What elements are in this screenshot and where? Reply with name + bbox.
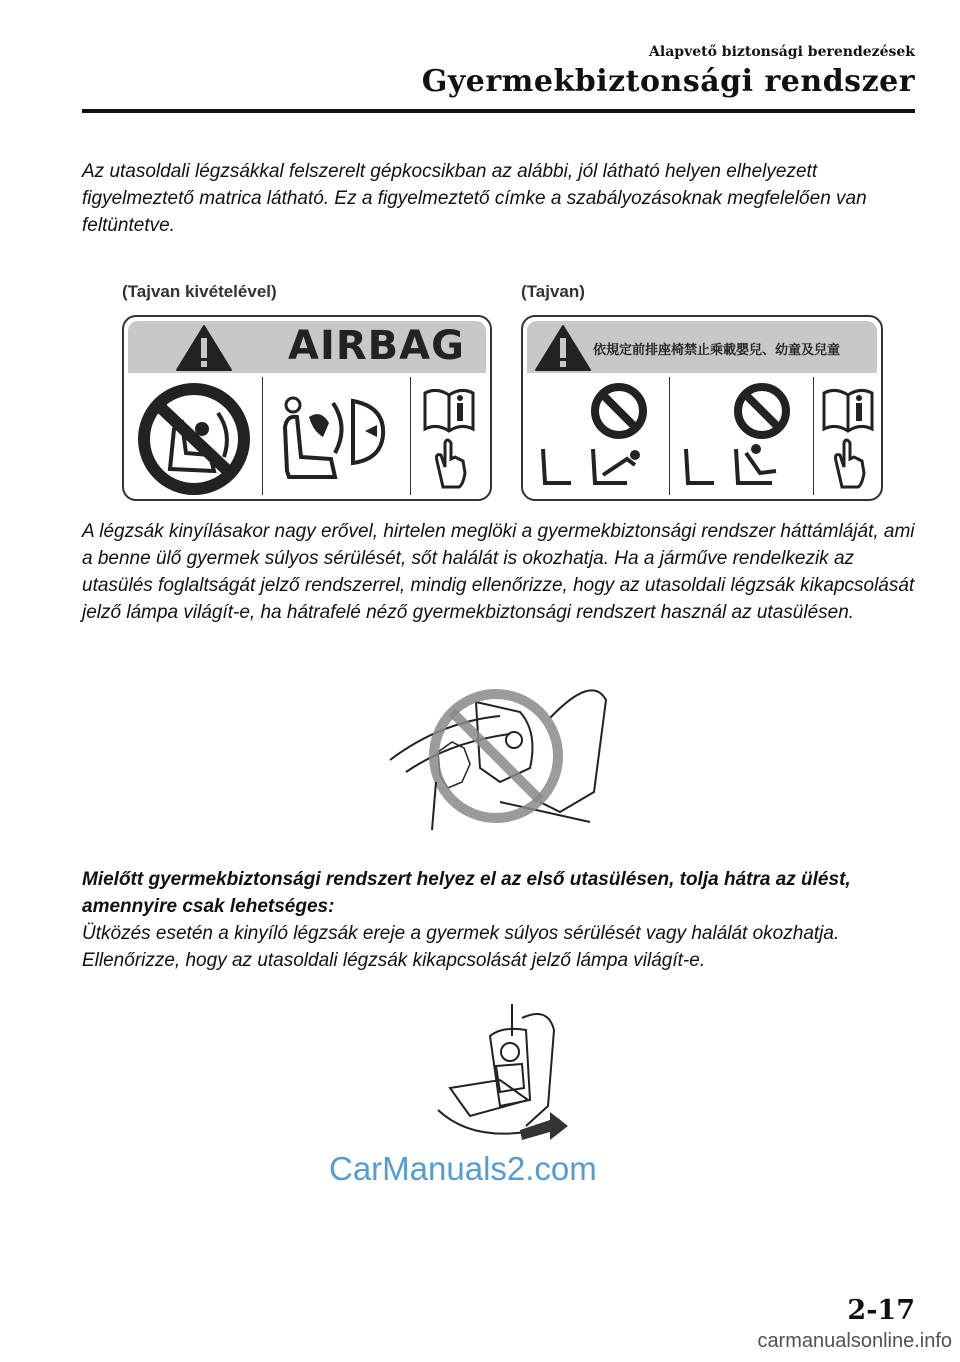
header-divider xyxy=(82,109,915,113)
airbag-band-text: AIRBAG xyxy=(288,323,465,369)
warning-paragraph: A légzsák kinyílásakor nagy erővel, hirtelen meglöki a gyermekbiztonsági rendszer háttámláját, ami a benne ülő gyermek súlyos sérülését, sőt halálát is okozhatja. Ha a járműve rendelkezik az utasülés foglaltságát jelző rendszerrel, mindig ellenőrizze, hogy az utasoldali légzsák kikapcsolását jelző lámpa világít-e, ha hátrafelé néző gyermekbiztonsági rendszert használ az utasülésen. xyxy=(82,521,915,623)
seat-pushed-back-illustration xyxy=(430,1000,580,1150)
label-header-band-taiwan xyxy=(527,321,877,373)
manual-book-icon xyxy=(421,383,477,493)
taiwan-warning-label xyxy=(521,315,883,501)
airbag-warning-label xyxy=(122,315,492,501)
footer-watermark: carmanualsonline.info xyxy=(757,1330,952,1352)
warning-triangle-icon xyxy=(533,323,593,373)
taiwan-band-text: 依規定前排座椅禁止乘載嬰兒、幼童及兒童 xyxy=(593,343,841,358)
warning-triangle-icon xyxy=(174,323,234,373)
instruction-heading: Mielőtt gyermekbiztonsági rendszert helyez el az első utasülésen, tolja hátra az ülést, amennyire csak lehetséges: xyxy=(82,869,851,917)
label-cell-prohibited xyxy=(124,377,262,495)
label-cell-airbag-deploy xyxy=(262,377,411,495)
label-cell-manual-taiwan xyxy=(813,377,880,495)
label-cell-prohibited-rear xyxy=(523,377,669,495)
label-cell-manual xyxy=(410,377,489,495)
prohibition-icon xyxy=(531,383,661,495)
airbag-rear-facing-illustration xyxy=(380,672,630,834)
page-number: 2-17 xyxy=(847,1295,915,1326)
child-seat-icon xyxy=(273,387,403,487)
instruction-body: Ütközés esetén a kinyíló légzsák ereje a gyermek súlyos sérülését vagy halálát okozhatja. Ellenőrizze, hogy az utasoldali légzsák kikapcsolását jelző lámpa világít-e. xyxy=(82,923,840,971)
label-caption-non-taiwan: (Tajvan kivételével) xyxy=(122,282,277,301)
prohibition-icon xyxy=(132,383,256,495)
page-title: Gyermekbiztonsági rendszer xyxy=(421,64,915,99)
prohibition-icon xyxy=(676,383,806,495)
manual-book-icon xyxy=(820,383,876,493)
label-caption-taiwan: (Tajvan) xyxy=(521,282,585,301)
label-cell-prohibited-forward xyxy=(669,377,814,495)
watermark-carmanuals2: CarManuals2.com xyxy=(329,1150,597,1187)
header-section: Alapvető biztonsági berendezések xyxy=(649,44,915,60)
label-header-band xyxy=(128,321,486,373)
intro-paragraph: Az utasoldali légzsákkal felszerelt gépkocsikban az alábbi, jól látható helyen elhelyezett figyelmeztető matrica látható. Ez a figyelmeztető címke a szabályozásoknak megfelelően van feltüntetve. xyxy=(82,161,867,236)
